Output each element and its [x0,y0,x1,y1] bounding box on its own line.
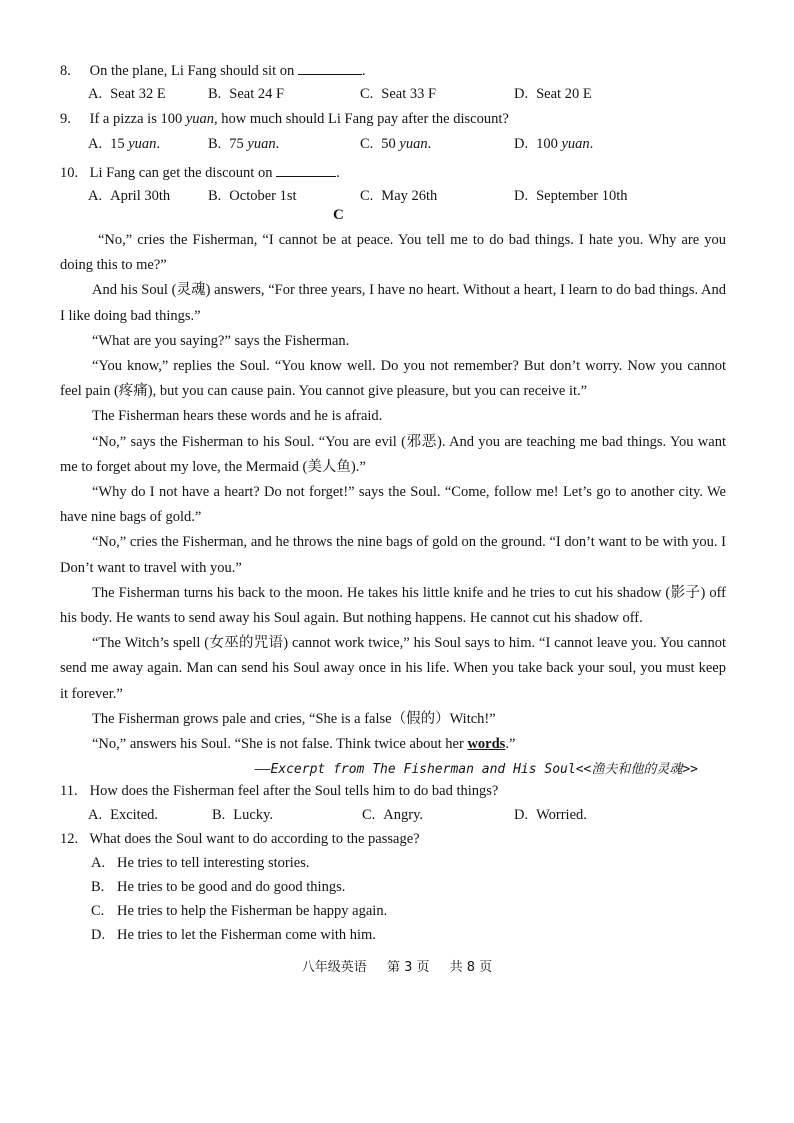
reading-passage [60,228,726,757]
option-a [88,807,158,824]
option-text: Seat 32 E [110,86,166,102]
footer-page-total: 共 8 页 [449,960,493,975]
option-letter: C. [362,807,376,823]
passage-paragraph: “What are you saying?” says the Fisherman. [92,332,350,349]
option-text: Seat 33 F [381,86,437,102]
option-letter: D. [91,927,106,943]
question-number: 12. [60,831,79,847]
question-11-options [88,807,748,829]
option-letter: D. [514,86,529,102]
option-b [208,136,279,153]
option-c [91,903,387,920]
option-text: Excited. [110,807,159,823]
question-9 [60,111,740,128]
paragraph-text: “No,” answers his Soul. “She is not false. Think twice about her [92,736,468,753]
question-stem: Li Fang can get the discount on [89,165,273,181]
option-a [88,188,170,205]
option-text: He tries to be good and do good things. [117,879,346,895]
passage-paragraph: “No,” cries the Fisherman, “I cannot be at peace. You tell me to do bad things. I hate you. Why are you doing this to me?” [60,232,726,274]
option-letter: A. [88,86,103,102]
option-text: Worried. [536,807,587,823]
passage-paragraph-last [60,732,726,757]
option-letter: A. [88,807,103,823]
passage-paragraph: “No,” cries the Fisherman, and he throws the nine bags of gold on the ground. “I don’t want to be with you. I Don’t want to travel with you.” [60,534,726,576]
option-text: Angry. [383,807,424,823]
option-a [88,86,166,103]
paragraph-text-end: .” [505,736,516,753]
answer-blank [276,162,336,177]
option-number: 75 [229,136,248,152]
passage-paragraph: “Why do I not have a heart? Do not forget!” says the Soul. “Come, follow me! Let’s go to another city. We have nine bags of gold.” [60,484,726,526]
question-8-options [88,86,748,108]
footer-subject: 八年级英语 [301,960,367,975]
question-10 [60,162,740,182]
option-letter: C. [360,188,374,204]
option-d [514,807,587,824]
option-letter: B. [212,807,226,823]
question-stem: If a pizza is 100 [89,111,186,127]
option-end: . [589,136,594,152]
question-number: 8. [60,63,71,79]
option-unit: yuan [247,136,276,152]
option-letter: D. [514,807,529,823]
option-text: He tries to help the Fisherman be happy again. [117,903,388,919]
option-letter: B. [208,86,222,102]
footer-page-number: 第 3 页 [386,960,430,975]
passage-paragraph: The Fisherman turns his back to the moon. He takes his little knife and he tries to cut his shadow (影子) off his body. He wants to send away his Soul again. But nothing happens. He cannot cut his shadow off. [60,584,726,627]
option-unit: yuan [561,136,590,152]
option-number: 50 [381,136,400,152]
passage-paragraph: “You know,” replies the Soul. “You know well. Do you not remember? But don’t worry. Now you cannot feel pain (疼痛), but you can cause pain. You cannot give pleasure, but you can receive it.” [60,358,726,400]
option-text: April 30th [110,188,171,204]
question-number: 10. [60,165,79,181]
passage-paragraph: The Fisherman hears these words and he is afraid. [92,408,383,425]
option-letter: A. [88,136,103,152]
option-end: . [275,136,280,152]
option-letter: D. [514,136,529,152]
question-10-options [88,188,748,210]
option-text: Seat 24 F [229,86,285,102]
option-c [360,136,431,153]
question-number: 11. [60,783,78,799]
passage-paragraph: “The Witch’s spell (女巫的咒语) cannot work twice,” his Soul says to him. “I cannot leave you. You cannot send me away again. Man can send his Soul away once in his life. When you take back your soul, you must keep it forever.” [60,635,726,702]
underlined-word: words [467,736,506,753]
question-stem-end: . [361,63,366,79]
currency-unit: yuan [185,111,215,127]
section-label: C [333,207,344,223]
option-text: He tries to let the Fisherman come with him. [117,927,376,943]
option-d [91,927,376,944]
passage-paragraph: The Fisherman grows pale and cries, “She is a false（假的）Witch!” [92,710,496,727]
question-9-options [88,136,748,158]
option-letter: A. [91,855,106,871]
question-stem: On the plane, Li Fang should sit on [89,63,295,79]
option-end: . [156,136,161,152]
question-stem: How does the Fisherman feel after the Soul tells him to do bad things? [89,783,499,799]
question-stem-end: . [336,165,340,181]
question-stem: What does the Soul want to do according to the passage? [89,831,420,847]
option-text: Lucky. [233,807,274,823]
option-a [88,136,160,153]
option-letter: D. [514,188,529,204]
option-end: . [427,136,432,152]
question-number: 9. [60,111,71,127]
option-letter: B. [91,879,105,895]
option-c [360,86,436,103]
option-text: Seat 20 E [536,86,592,102]
option-text: September 10th [536,188,628,204]
option-letter: C. [91,903,105,919]
option-letter: B. [208,188,222,204]
option-d [514,188,628,205]
option-number: 15 [110,136,129,152]
question-8 [60,60,740,80]
option-unit: yuan [399,136,428,152]
option-c [362,807,423,824]
option-b [208,86,284,103]
passage-source: ——Excerpt from The Fisherman and His Soul<<渔夫和他的灵魂>> [254,762,698,777]
option-b [208,188,297,205]
passage-paragraph: “No,” says the Fisherman to his Soul. “You are evil (邪恶). And you are teaching me bad things. You want me to forget about my love, the Mermaid (美人鱼).” [60,433,726,475]
option-number: 100 [536,136,562,152]
option-letter: B. [208,136,222,152]
question-11 [60,783,740,800]
page-footer [0,956,794,975]
passage-paragraph: And his Soul (灵魂) answers, “For three years, I have no heart. Without a heart, I learn to do bad things. And I like doing bad things.” [60,282,726,324]
option-text: He tries to tell interesting stories. [117,855,310,871]
option-text: May 26th [381,188,438,204]
option-b [91,879,345,896]
option-text: October 1st [229,188,297,204]
option-letter: C. [360,86,374,102]
option-c [360,188,437,205]
option-d [514,136,593,153]
option-d [514,86,592,103]
option-b [212,807,273,824]
option-unit: yuan [128,136,157,152]
option-a [91,855,310,872]
option-letter: C. [360,136,374,152]
question-12 [60,831,740,848]
option-letter: A. [88,188,103,204]
answer-blank [298,60,362,75]
question-stem-rest: , how much should Li Fang pay after the discount? [214,111,509,127]
